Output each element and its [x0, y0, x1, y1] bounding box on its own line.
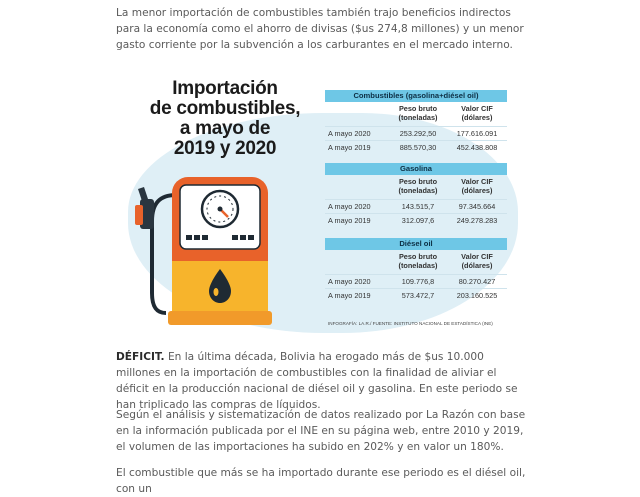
row-label: A mayo 2020 [328, 202, 371, 211]
row-label: A mayo 2019 [328, 216, 371, 225]
fuel-import-infographic [120, 73, 520, 338]
col-peso-header: Peso bruto (toneladas) [398, 252, 438, 270]
row-label: A mayo 2020 [328, 129, 371, 138]
table-title: Diésel oil [325, 238, 507, 250]
row-peso: 573.472,7 [401, 291, 435, 300]
table-row [325, 274, 507, 288]
paragraph-body: En la última década, Bolivia ha erogado más de $us 10.000 millones en la importación de combustibles con la finalidad de aliviar el déficit en la producción nacional de diésel oil y gasolina. En este periodo se han triplicado las compras de líquidos. [116, 351, 518, 411]
table-gasoline [325, 163, 507, 227]
table-row [325, 140, 507, 154]
row-valor: 80.270.427 [458, 277, 496, 286]
fuel-pump-icon [130, 173, 280, 328]
table-combined-fuels [325, 90, 507, 154]
infographic-title [130, 79, 320, 159]
nozzle-icon [135, 187, 154, 229]
row-label: A mayo 2019 [328, 291, 371, 300]
paragraph-analysis: Según el análisis y sistematización de datos realizado por La Razón con base en la información publicada por el INE en su página web, entre 2010 y 2019, el volumen de las importaciones ha subido en 202% y en valor un 180%. [116, 409, 526, 453]
table-row [325, 199, 507, 213]
table-row [325, 213, 507, 227]
table-row [325, 126, 507, 140]
row-peso: 143.515,7 [401, 202, 435, 211]
row-peso: 253.292,50 [399, 129, 437, 138]
table-header [325, 250, 507, 274]
paragraph-lead: DÉFICIT. [116, 351, 165, 363]
table-row [325, 288, 507, 302]
table-header [325, 102, 507, 126]
row-peso: 109.776,8 [401, 277, 435, 286]
row-label: A mayo 2020 [328, 277, 371, 286]
col-peso-header: Peso bruto (toneladas) [398, 104, 438, 122]
paragraph-intro: La menor importación de combustibles también trajo beneficios indirectos para la economía como el ahorro de divisas ($us 274,8 millones) y un menor gasto corriente por la subvención a los carburantes en el mercado interno. [116, 7, 524, 51]
row-valor: 97.345.664 [458, 202, 496, 211]
gauge-icon [202, 191, 238, 227]
title-line: Importación [172, 78, 278, 99]
paragraph-diesel: El combustible que más se ha importado durante ese periodo es el diésel oil, con un [116, 467, 526, 495]
row-valor: 452.438.808 [456, 143, 498, 152]
infographic-credit: INFOGRAFÍA: LA.R./ FUENTE: INSTITUTO NACIONAL DE ESTADÍSTICA (INE) [328, 321, 493, 326]
row-peso: 312.097,6 [401, 216, 435, 225]
title-line: de combustibles, [149, 98, 301, 119]
row-peso: 885.570,30 [399, 143, 437, 152]
title-line: a mayo de [179, 118, 271, 139]
col-peso-header: Peso bruto (toneladas) [398, 177, 438, 195]
table-diesel [325, 238, 507, 302]
title-line: 2019 y 2020 [173, 138, 277, 159]
table-title: Gasolina [325, 163, 507, 175]
paragraph-deficit [116, 349, 528, 413]
table-title: Combustibles (gasolina+diésel oil) [325, 90, 507, 102]
row-label: A mayo 2019 [328, 143, 371, 152]
row-valor: 177.616.091 [456, 129, 498, 138]
row-valor: 249.278.283 [456, 216, 498, 225]
table-header [325, 175, 507, 199]
col-valor-header: Valor CIF (dólares) [461, 177, 493, 195]
row-valor: 203.160.525 [456, 291, 498, 300]
col-valor-header: Valor CIF (dólares) [461, 104, 493, 122]
col-valor-header: Valor CIF (dólares) [461, 252, 493, 270]
